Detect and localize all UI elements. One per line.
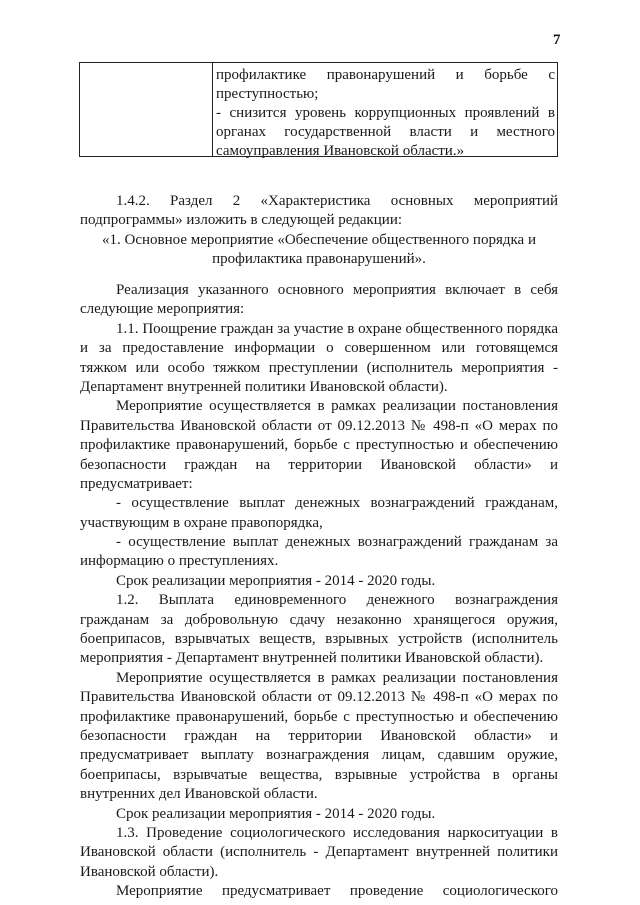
- body-line: - осуществление выплат денежных вознаграждений гражданам,: [116, 495, 558, 512]
- heading-line: профилактика правонарушений».: [212, 251, 426, 268]
- body-line: тяжком или особо тяжком преступлении (исполнитель мероприятия -: [80, 359, 558, 376]
- table-cell-text: [213, 63, 557, 159]
- table-line: профилактике правонарушений и борьбе с: [216, 67, 555, 83]
- body-line: 1.3. Проведение социологического исследования наркоситуации в: [116, 824, 558, 841]
- body-line: 1.2. Выплата единовременного денежного вознаграждения: [116, 592, 558, 609]
- body-line: мероприятия - Департамент внутренней политики Ивановской области).: [80, 650, 544, 667]
- body-line: Правительства Ивановской области от 09.12.2013 № 498-п «О мерах по: [80, 689, 558, 706]
- body-line: профилактике правонарушений, борьбе с преступностью и обеспечению: [80, 437, 558, 454]
- body-line: внутренних дел Ивановской области.: [80, 786, 318, 803]
- body-line: и за предоставление информации о совершенном или готовящемся: [80, 340, 558, 357]
- body-line: Правительства Ивановской области от 09.12.2013 № 498-п «О мерах по: [80, 417, 558, 434]
- continuation-table: [79, 62, 558, 157]
- table-line: - снизится уровень коррупционных проявлений в: [216, 105, 555, 121]
- body-line: безопасности граждан на территории Ивановской области» и: [80, 727, 558, 744]
- body-line: Мероприятие осуществляется в рамках реализации постановления: [116, 398, 558, 415]
- table-cell-empty: [80, 63, 213, 156]
- body-line: Мероприятие осуществляется в рамках реализации постановления: [116, 669, 558, 686]
- body-line: Ивановской области).: [80, 863, 219, 880]
- heading-line: 1.4.2. Раздел 2 «Характеристика основных мероприятий: [116, 193, 558, 209]
- body-line: Ивановской области (исполнитель - Департамент внутренней политики: [80, 844, 558, 861]
- table-line: органах государственной власти и местного: [216, 124, 555, 140]
- heading-line: «1. Основное мероприятие «Обеспечение общественного порядка и: [102, 231, 536, 248]
- body-line: Реализация указанного основного мероприятия включает в себя: [116, 282, 558, 298]
- body-line: Департамент внутренней политики Ивановской области).: [80, 378, 448, 395]
- body-line: 1.1. Поощрение граждан за участие в охране общественного порядка: [116, 320, 558, 337]
- heading-line: подпрограммы» изложить в следующей редакции:: [80, 212, 403, 229]
- body-line: - осуществление выплат денежных вознаграждений гражданам за: [116, 534, 558, 551]
- body-line: информацию о преступлениях.: [80, 553, 279, 570]
- body-line: следующие мероприятия:: [80, 301, 245, 318]
- body-line: участвующим в охране правопорядка,: [80, 514, 323, 531]
- body-line: безопасности граждан на территории Ивановской области» и: [80, 456, 558, 473]
- body-line: предусматривает выплату вознаграждения лицам, сдавшим оружие,: [80, 747, 558, 764]
- body-line: боеприпасы, взрывчатые вещества, взрывные устройства в органы: [80, 766, 558, 783]
- section-heading: [80, 192, 558, 270]
- page-number: 7: [553, 32, 561, 48]
- body-line: Срок реализации мероприятия - 2014 - 2020 годы.: [116, 572, 436, 589]
- table-line: преступностью;: [216, 86, 319, 102]
- body-line: предусматривает:: [80, 475, 193, 492]
- body-line: профилактике правонарушений, борьбе с преступностью и обеспечению: [80, 708, 558, 725]
- body-line: Мероприятие предусматривает проведение социологического: [116, 883, 558, 900]
- body-line: гражданам за добровольную сдачу незаконно хранящегося оружия,: [80, 611, 558, 628]
- table-line: самоуправления Ивановской области.»: [216, 143, 465, 159]
- main-body: [80, 281, 558, 902]
- body-line: боеприпасов, взрывчатых веществ, взрывных устройств (исполнитель: [80, 631, 558, 648]
- body-line: Срок реализации мероприятия - 2014 - 2020 годы.: [116, 805, 436, 822]
